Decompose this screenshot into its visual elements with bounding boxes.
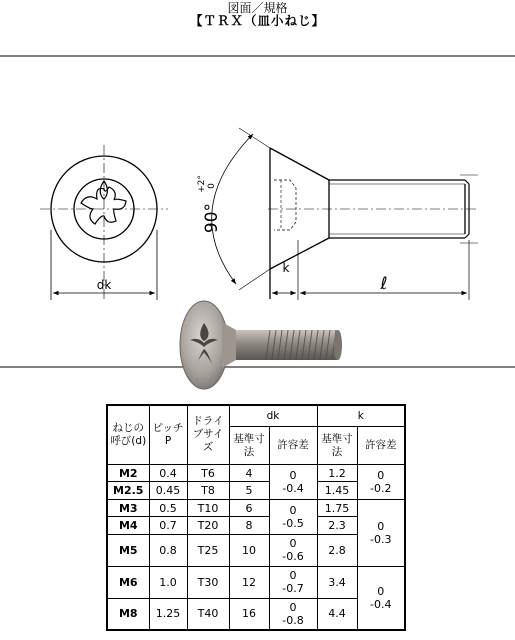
screw-photo: [180, 301, 342, 389]
dk-tol-upper: 0: [289, 600, 297, 614]
page-title: 図面／規格: [227, 1, 288, 15]
cell-k: 4.4: [317, 598, 357, 630]
cell-dk: 10: [229, 534, 269, 566]
dk-tol-lower: -0.5: [282, 516, 304, 530]
cell-dk: 5: [229, 482, 269, 500]
cell-drive: T20: [187, 517, 229, 535]
cell-pitch: 0.8: [149, 534, 187, 566]
cell-dk-tolerance: [269, 598, 317, 630]
cell-pitch: 0.7: [149, 517, 187, 535]
header-nominal: ねじの呼び(d): [107, 405, 149, 464]
cell-size: M2.5: [107, 482, 149, 500]
angle-label: 90°: [202, 202, 222, 234]
k-tol-lower: -0.2: [370, 481, 392, 495]
header-k: k: [317, 405, 405, 427]
cell-drive: T6: [187, 464, 229, 482]
screw-side-view: [212, 128, 478, 300]
cell-dk: 8: [229, 517, 269, 535]
cell-k: 1.75: [317, 499, 357, 517]
header-dk-std: 基準寸法: [229, 427, 269, 464]
k-tol-upper: 0: [377, 519, 385, 533]
length-dimension-label: ℓ: [380, 274, 388, 294]
dk-tol-upper: 0: [289, 537, 297, 551]
cell-dk: 6: [229, 499, 269, 517]
cell-size: M3: [107, 499, 149, 517]
cell-size: M8: [107, 598, 149, 630]
table-row: [107, 566, 405, 598]
dk-tol-upper: 0: [289, 468, 297, 482]
header-drive: ドライブサイズ: [187, 405, 229, 464]
cell-drive: T40: [187, 598, 229, 630]
angle-tolerance-upper: +2°: [197, 175, 207, 193]
cell-k: 3.4: [317, 566, 357, 598]
header-pitch: ピッチP: [149, 405, 187, 464]
cell-pitch: 0.45: [149, 482, 187, 500]
cell-k-tolerance: [357, 464, 405, 499]
dk-tol-lower: -0.8: [282, 613, 304, 627]
cell-dk-tolerance: [269, 534, 317, 566]
k-dimension-label: k: [282, 261, 290, 275]
cell-k: 2.3: [317, 517, 357, 535]
header-k-tol: 許容差: [357, 427, 405, 464]
cell-pitch: 1.25: [149, 598, 187, 630]
cell-dk-tolerance: [269, 499, 317, 534]
dk-tol-upper: 0: [289, 569, 297, 583]
cell-dk: 4: [229, 464, 269, 482]
cell-pitch: 0.4: [149, 464, 187, 482]
k-tol-upper: 0: [377, 584, 385, 598]
k-tol-upper: 0: [377, 468, 385, 482]
header-dk-tol: 許容差: [269, 427, 317, 464]
cell-pitch: 1.0: [149, 566, 187, 598]
cell-k: 1.45: [317, 482, 357, 500]
cell-size: M4: [107, 517, 149, 535]
table-row: [107, 464, 405, 482]
k-tol-lower: -0.4: [370, 597, 392, 611]
dk-tol-lower: -0.4: [282, 481, 304, 495]
cell-k-tolerance: [357, 499, 405, 566]
cell-drive: T30: [187, 566, 229, 598]
cell-size: M6: [107, 566, 149, 598]
cell-dk-tolerance: [269, 464, 317, 499]
header-k-std: 基準寸法: [317, 427, 357, 464]
dk-dimension-label: dk: [96, 278, 112, 292]
dk-tol-lower: -0.6: [282, 550, 304, 564]
cell-k-tolerance: [357, 566, 405, 630]
spec-table: [106, 404, 406, 631]
k-tol-lower: -0.3: [370, 532, 392, 546]
cell-drive: T8: [187, 482, 229, 500]
dk-tol-upper: 0: [289, 503, 297, 517]
angle-tolerance-lower: 0: [207, 183, 217, 189]
cell-dk-tolerance: [269, 566, 317, 598]
cell-k: 1.2: [317, 464, 357, 482]
cell-drive: T10: [187, 499, 229, 517]
cell-size: M2: [107, 464, 149, 482]
cell-dk: 12: [229, 566, 269, 598]
cell-size: M5: [107, 534, 149, 566]
cell-drive: T25: [187, 534, 229, 566]
cell-dk: 16: [229, 598, 269, 630]
product-subtitle: 【ＴＲＸ（皿小ねじ】: [189, 13, 325, 28]
header-dk: dk: [229, 405, 317, 427]
cell-k: 2.8: [317, 534, 357, 566]
dk-tol-lower: -0.7: [282, 582, 304, 596]
table-row: [107, 499, 405, 517]
cell-pitch: 0.5: [149, 499, 187, 517]
